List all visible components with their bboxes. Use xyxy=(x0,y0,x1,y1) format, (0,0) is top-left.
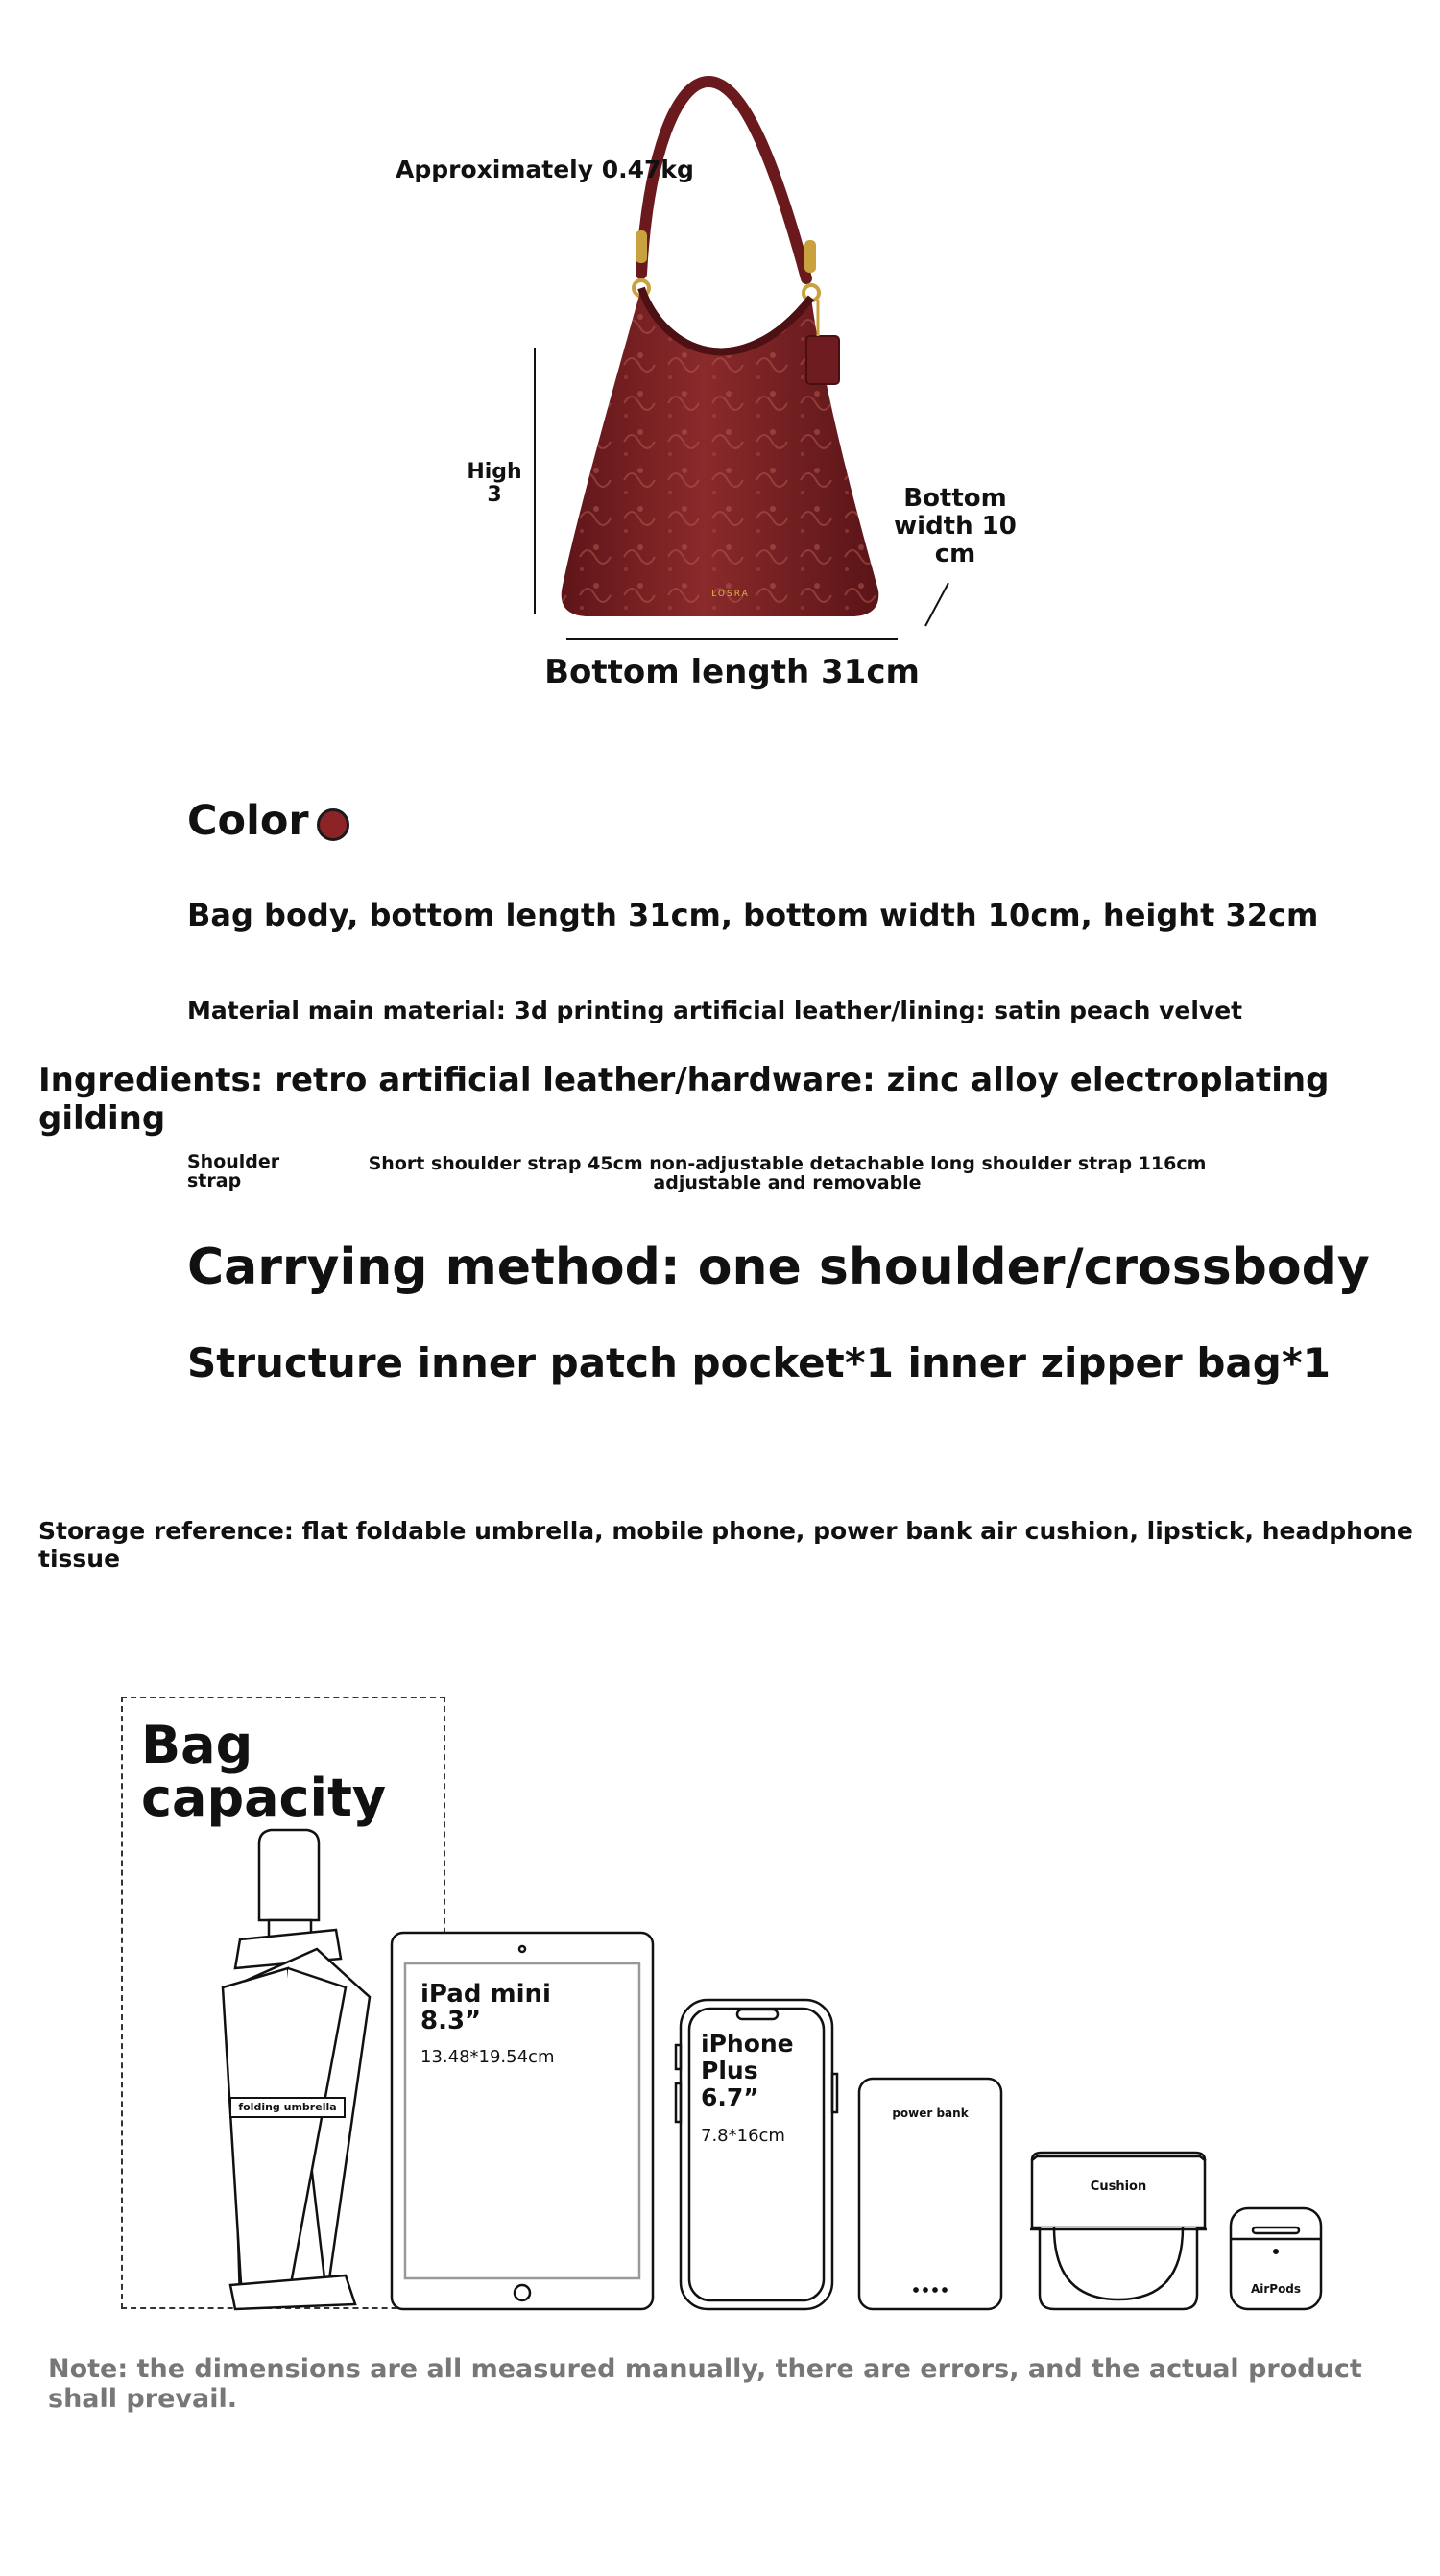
cushion-icon xyxy=(1030,2153,1207,2309)
ipad-title: iPad mini 8.3” xyxy=(420,1980,551,2035)
umbrella-label: folding umbrella xyxy=(229,2097,346,2118)
iphone-size: 7.8*16cm xyxy=(701,2126,785,2146)
note-text: Note: the dimensions are all measured manually, there are errors, and the actual product shall prevail. xyxy=(48,2354,1362,2414)
ipad-size: 13.48*19.54cm xyxy=(420,2047,555,2067)
structure-text: Structure inner patch pocket*1 inner zipper bag*1 xyxy=(187,1339,1332,1386)
power-bank-label: power bank xyxy=(892,2107,969,2120)
length-label: Bottom length 31cm xyxy=(544,653,920,691)
capacity-title: Bag capacity xyxy=(141,1715,387,1828)
width-label: Bottom width 10 cm xyxy=(894,484,1017,568)
height-label: High 3 xyxy=(467,460,522,507)
iphone-title: iPhone Plus 6.7” xyxy=(701,2030,794,2111)
material-text: Material main material: 3d printing artificial leather/lining: satin peach velvet xyxy=(187,997,1243,1024)
storage-reference-text: Storage reference: flat foldable umbrella, mobile phone, power bank air cushion, lipstick, headphone tissue xyxy=(38,1517,1413,1573)
color-label: Color xyxy=(187,797,309,845)
umbrella-icon xyxy=(223,1830,370,2309)
brand-mark: LOSRA xyxy=(711,590,750,599)
strap-label: Shoulder strap xyxy=(187,1151,280,1192)
weight-label: Approximately 0.47kg xyxy=(396,156,694,183)
cushion-label: Cushion xyxy=(1090,2179,1147,2194)
strap-value: Short shoulder strap 45cm non-adjustable detachable long shoulder strap 116cm adjustable and removable xyxy=(368,1153,1207,1193)
ingredients-text: Ingredients: retro artificial leather/hardware: zinc alloy electroplating gilding xyxy=(38,1061,1330,1138)
dimensions-text: Bag body, bottom length 31cm, bottom width 10cm, height 32cm xyxy=(187,897,1319,933)
airpods-label: AirPods xyxy=(1250,2282,1302,2296)
carrying-text: Carrying method: one shoulder/crossbody xyxy=(187,1239,1370,1296)
